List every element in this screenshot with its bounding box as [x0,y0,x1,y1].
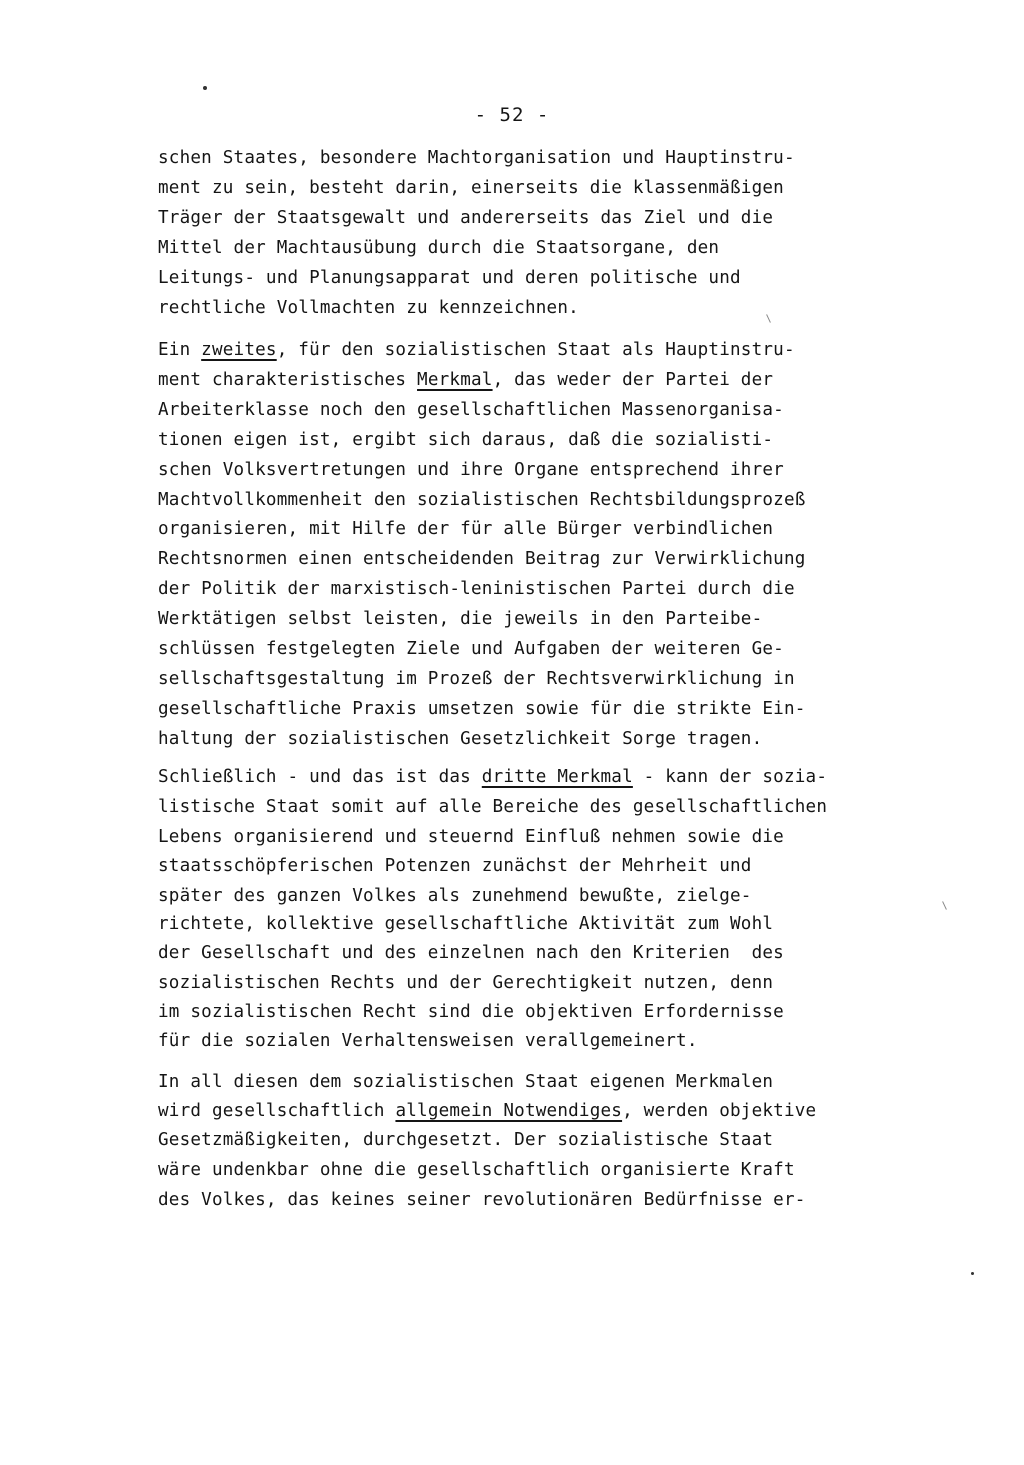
text-line: haltung der sozialistischen Gesetzlichkeit Sorge tragen. [158,729,763,749]
underlined-term-zweites: zweites [201,340,277,360]
page-number: - 52 - [474,104,550,126]
text-segment: ment charakteristisches [158,370,418,390]
underlined-term-allgemein-notwendiges: allgemein Notwendiges [395,1101,623,1121]
text-segment: Schließlich - und das ist das [158,767,482,787]
text-segment: , das weder der Partei der [492,370,774,390]
underlined-term-merkmal: Merkmal [417,370,493,390]
text-line: schen Staates, besondere Machtorganisation und Hauptinstru- [158,148,795,168]
text-line: Arbeiterklasse noch den gesellschaftlichen Massenorganisa- [158,400,784,420]
text-segment: Ein [158,340,202,360]
text-line: Lebens organisierend und steuernd Einfluß nehmen sowie die [158,827,784,847]
text-line: richtete, kollektive gesellschaftliche Aktivität zum Wohl [158,914,774,934]
text-line: wäre undenkbar ohne die gesellschaftlich organisierte Kraft [158,1160,795,1180]
underlined-term-dritte-merkmal: dritte Merkmal [481,767,633,787]
text-line [158,765,827,789]
text-line: sellschaftsgestaltung im Prozeß der Rechtsverwirklichung in [158,669,795,689]
text-line: sozialistischen Rechts und der Gerechtigkeit nutzen, denn [158,973,774,993]
text-line: Machtvollkommenheit den sozialistischen Rechtsbildungsprozeß [158,490,806,510]
text-line [158,368,773,392]
text-segment: , werden objektive [622,1101,817,1121]
text-line: Mittel der Machtausübung durch die Staatsorgane, den [158,238,720,258]
text-line: listische Staat somit auf alle Bereiche des gesellschaftlichen [158,797,828,817]
scan-dot-top [203,86,207,90]
text-line: im sozialistischen Recht sind die objektiven Erfordernisse [158,1002,784,1022]
text-line: gesellschaftliche Praxis umsetzen sowie für die strikte Ein- [158,699,806,719]
text-line: Leitungs- und Planungsapparat und deren politische und [158,268,741,288]
text-line: rechtliche Vollmachten zu kennzeichnen. [158,298,579,318]
text-line: In all diesen dem sozialistischen Staat eigenen Merkmalen [158,1072,774,1092]
text-line: für die sozialen Verhaltensweisen verallgemeinert. [158,1031,698,1051]
text-line: der Gesellschaft und des einzelnen nach den Kriterien des [158,943,784,963]
text-line: ment zu sein, besteht darin, einerseits die klassenmäßigen [158,178,784,198]
text-line: Werktätigen selbst leisten, die jeweils in den Parteibe- [158,609,763,629]
text-line: des Volkes, das keines seiner revolutionären Bedürfnisse er- [158,1190,806,1210]
text-line: Rechtsnormen einen entscheidenden Beitrag zur Verwirklichung [158,549,806,569]
text-line: staatsschöpferischen Potenzen zunächst der Mehrheit und [158,856,752,876]
text-line: Träger der Staatsgewalt und andererseits das Ziel und die [158,208,774,228]
text-line: schlüssen festgelegten Ziele und Aufgaben der weiteren Ge- [158,639,784,659]
text-line: der Politik der marxistisch-leninistischen Partei durch die [158,579,795,599]
text-segment: - kann der sozia- [632,767,828,787]
text-line: Gesetzmäßigkeiten, durchgesetzt. Der sozialistische Staat [158,1130,774,1150]
text-line: organisieren, mit Hilfe der für alle Bürger verbindlichen [158,519,774,539]
scan-tick-right-2 [942,901,947,910]
scan-tick-right-1 [766,314,771,323]
text-line: schen Volksvertretungen und ihre Organe entsprechend ihrer [158,460,784,480]
text-segment: wird gesellschaftlich [158,1101,396,1121]
text-line [158,338,795,362]
text-line: später des ganzen Volkes als zunehmend bewußte, zielge- [158,886,752,906]
text-segment: , für den sozialistischen Staat als Hauptinstru- [276,340,795,360]
scan-dot-bottom-right [971,1272,974,1275]
text-line: tionen eigen ist, ergibt sich daraus, daß die sozialisti- [158,430,774,450]
text-line [158,1099,816,1123]
